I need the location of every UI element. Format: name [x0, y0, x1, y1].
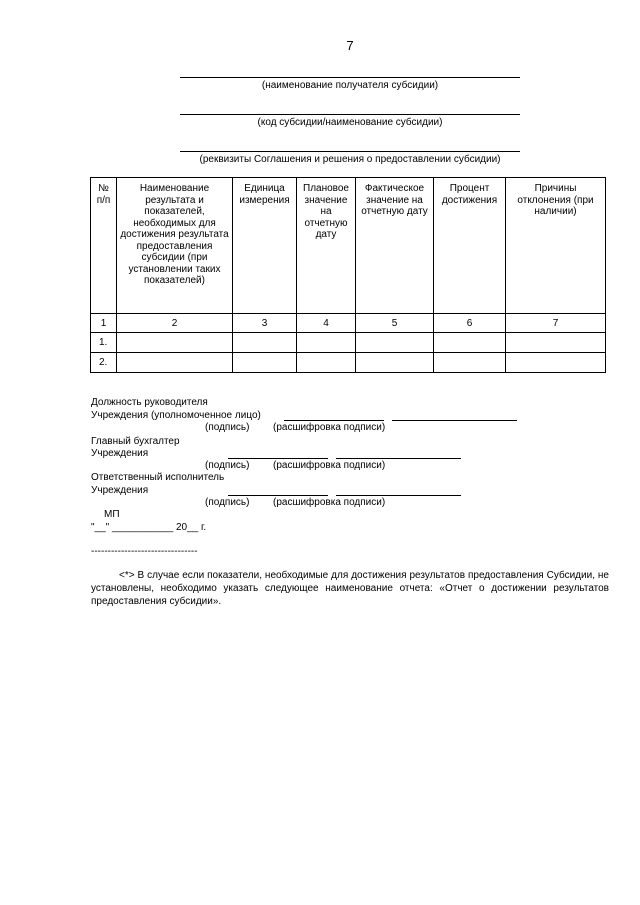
executor-decoding-line[interactable] [336, 495, 461, 496]
column-number-cell: 5 [356, 314, 434, 333]
head-signature-line[interactable] [284, 420, 384, 421]
head-position-label: Должность руководителя [91, 397, 208, 408]
accountant-decoding-caption: (расшифровка подписи) [273, 460, 386, 471]
accountant-signature-line[interactable] [228, 458, 328, 459]
table-column-numbers-row [91, 314, 606, 333]
table-row [91, 353, 606, 373]
recipient-line [180, 77, 520, 78]
table-cell[interactable] [434, 333, 506, 353]
executor-decoding-caption: (расшифровка подписи) [273, 497, 386, 508]
executor-institution-label: Учреждения [91, 485, 149, 496]
header-cell-result-name: Наименование результата и показателей, необходимых для достижения результата предоставления субсидии (при установлении таких показателей) [117, 178, 233, 314]
column-number-cell: 3 [233, 314, 297, 333]
table-row [91, 333, 606, 353]
header-cell-planned: Плановое значение на отчетную дату [297, 178, 356, 314]
chief-accountant-label: Главный бухгалтер [91, 436, 180, 447]
subsidy-code-caption: (код субсидии/наименование субсидии) [257, 117, 443, 128]
accountant-signature-caption: (подпись) [205, 460, 250, 471]
page-number: 7 [346, 38, 354, 53]
results-table [90, 177, 606, 373]
table-cell: 1. [91, 333, 117, 353]
agreement-caption: (реквизиты Соглашения и решения о предоставлении субсидии) [199, 154, 501, 165]
table-cell[interactable] [506, 333, 606, 353]
header-cell-percent: Процент достижения [434, 178, 506, 314]
column-number-cell: 6 [434, 314, 506, 333]
column-number-cell: 1 [91, 314, 117, 333]
subsidy-code-line [180, 114, 520, 115]
header-cell-reasons: Причины отклонения (при наличии) [506, 178, 606, 314]
head-decoding-caption: (расшифровка подписи) [273, 422, 386, 433]
table-cell[interactable] [117, 333, 233, 353]
footnote-text: <*> В случае если показатели, необходимые для достижения результатов предоставления Субсидии, не установлены, необходимо указать следующее наименование отчета: «Отчет о достижении результатов предоставления субсидии». [91, 570, 609, 607]
recipient-caption: (наименование получателя субсидии) [261, 80, 439, 91]
date-line[interactable]: "__" ___________ 20__ г. [91, 522, 207, 533]
table-cell[interactable] [506, 353, 606, 373]
table-cell[interactable] [434, 353, 506, 373]
table-cell: 2. [91, 353, 117, 373]
table-header-row [91, 178, 606, 314]
table-cell[interactable] [356, 353, 434, 373]
table-cell[interactable] [297, 353, 356, 373]
accountant-institution-label: Учреждения [91, 448, 149, 459]
column-number-cell: 2 [117, 314, 233, 333]
header-cell-number: № п/п [91, 178, 117, 314]
head-institution-label: Учреждения (уполномоченное лицо) [91, 410, 261, 421]
accountant-decoding-line[interactable] [336, 458, 461, 459]
header-cell-unit: Единица измерения [233, 178, 297, 314]
executor-label: Ответственный исполнитель [91, 472, 225, 483]
header-cell-actual: Фактическое значение на отчетную дату [356, 178, 434, 314]
table-cell[interactable] [233, 333, 297, 353]
executor-signature-line[interactable] [228, 495, 328, 496]
executor-signature-caption: (подпись) [205, 497, 250, 508]
stamp-label: МП [104, 509, 120, 520]
column-number-cell: 4 [297, 314, 356, 333]
footnote-separator: -------------------------------- [91, 546, 198, 557]
head-decoding-line[interactable] [392, 420, 517, 421]
table-cell[interactable] [356, 333, 434, 353]
table-cell[interactable] [233, 353, 297, 373]
agreement-line [180, 151, 520, 152]
head-signature-caption: (подпись) [205, 422, 250, 433]
table-cell[interactable] [117, 353, 233, 373]
column-number-cell: 7 [506, 314, 606, 333]
table-cell[interactable] [297, 333, 356, 353]
